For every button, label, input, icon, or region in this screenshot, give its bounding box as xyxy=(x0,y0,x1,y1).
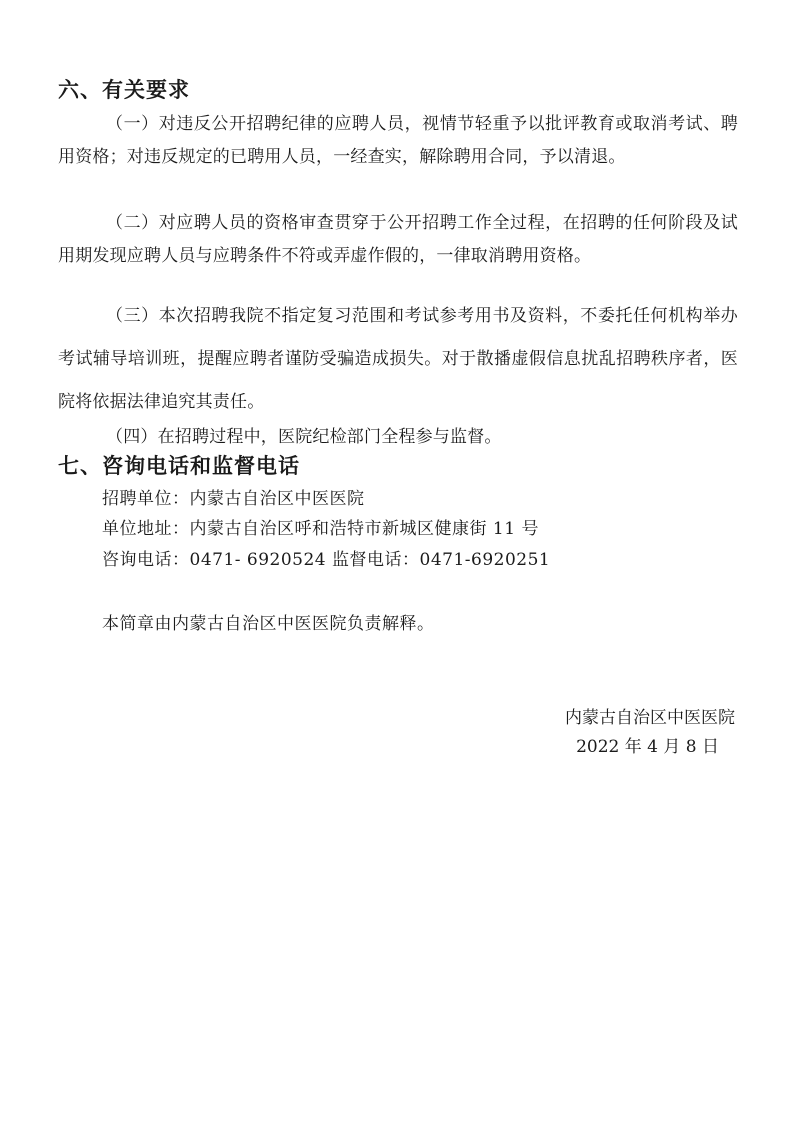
requirement-item-3: （三）本次招聘我院不指定复习范围和考试参考用书及资料，不委托任何机构举办考试辅导培训班，提醒应聘者谨防受骗造成损失。对于散播虚假信息扰乱招聘秩序者，医院将依据法律追究其责任。 xyxy=(58,306,738,412)
signature-date: 2022 年 4 月 8 日 xyxy=(576,737,719,757)
requirement-item-2: （二）对应聘人员的资格审查贯穿于公开招聘工作全过程，在招聘的任何阶段及试用期发现应聘人员与应聘条件不符或弄虚作假的，一律取消聘用资格。 xyxy=(58,213,738,266)
recruiting-unit: 招聘单位：内蒙古自治区中医医院 xyxy=(102,489,365,509)
requirement-item-4: （四）在招聘过程中，医院纪检部门全程参与监督。 xyxy=(106,427,502,447)
section-six-heading: 六、有关要求 xyxy=(58,78,190,102)
section-seven-heading: 七、咨询电话和监督电话 xyxy=(58,454,300,478)
contact-phones: 咨询电话：0471- 6920524 监督电话：0471-6920251 xyxy=(102,550,551,570)
unit-address: 单位地址：内蒙古自治区呼和浩特市新城区健康街 11 号 xyxy=(102,519,539,539)
signature-organization: 内蒙古自治区中医医院 xyxy=(565,708,735,728)
requirement-item-1: （一）对违反公开招聘纪律的应聘人员，视情节轻重予以批评教育或取消考试、聘用资格；对违反规定的已聘用人员，一经查实，解除聘用合同，予以清退。 xyxy=(58,114,738,167)
interpretation-note: 本简章由内蒙古自治区中医医院负责解释。 xyxy=(102,614,435,634)
